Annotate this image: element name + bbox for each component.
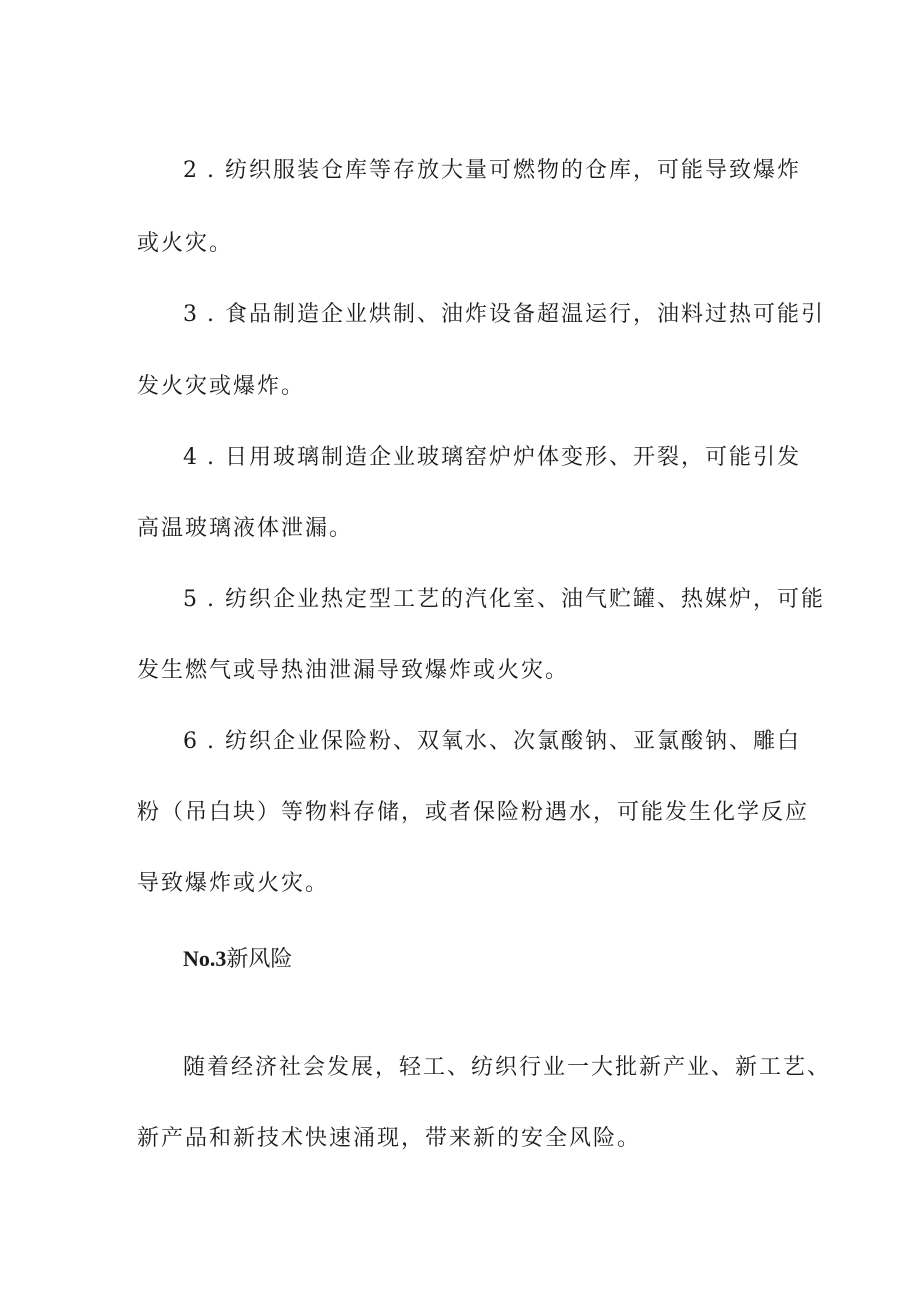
section-heading — [183, 944, 292, 975]
list-item-number: 3 — [183, 302, 199, 327]
list-item-number: 6 — [183, 729, 199, 754]
list-item-number: 2 — [183, 158, 199, 183]
list-item-2-line-2: 或火灾。 — [137, 231, 234, 256]
list-item-text: . 日用玻璃制造企业玻璃窑炉炉体变形、开裂，可能引发 — [207, 445, 801, 470]
list-item-6-line-3: 导致爆炸或火灾。 — [137, 871, 330, 896]
list-item-6-line-2: 粉（吊白块）等物料存储，或者保险粉遇水，可能发生化学反应 — [137, 800, 810, 825]
section-number: No.3 — [183, 946, 227, 971]
list-item-3-line-1 — [183, 300, 825, 330]
list-item-3-line-2: 发火灾或爆炸。 — [137, 374, 306, 399]
list-item-5-line-1 — [183, 585, 825, 615]
paragraph-line-2: 新产品和新技术快速涌现，带来新的安全风险。 — [137, 1126, 642, 1151]
list-item-2-line-1 — [183, 156, 801, 186]
section-title: 新风险 — [226, 947, 293, 972]
list-item-4-line-1 — [183, 443, 801, 473]
list-item-number: 5 — [183, 587, 199, 612]
list-item-4-line-2: 高温玻璃液体泄漏。 — [137, 516, 354, 541]
list-item-text: . 食品制造企业烘制、油炸设备超温运行，油料过热可能引 — [207, 302, 825, 327]
list-item-number: 4 — [183, 445, 199, 470]
list-item-text: . 纺织企业保险粉、双氧水、次氯酸钠、亚氯酸钠、雕白 — [207, 729, 801, 754]
paragraph-line-1: 随着经济社会发展，轻工、纺织行业一大批新产业、新工艺、 — [183, 1055, 832, 1080]
list-item-5-line-2: 发生燃气或导热油泄漏导致爆炸或火灾。 — [137, 658, 570, 683]
list-item-text: . 纺织服装仓库等存放大量可燃物的仓库，可能导致爆炸 — [207, 158, 801, 183]
list-item-6-line-1 — [183, 727, 801, 757]
list-item-text: . 纺织企业热定型工艺的汽化室、油气贮罐、热媒炉，可能 — [207, 587, 825, 612]
